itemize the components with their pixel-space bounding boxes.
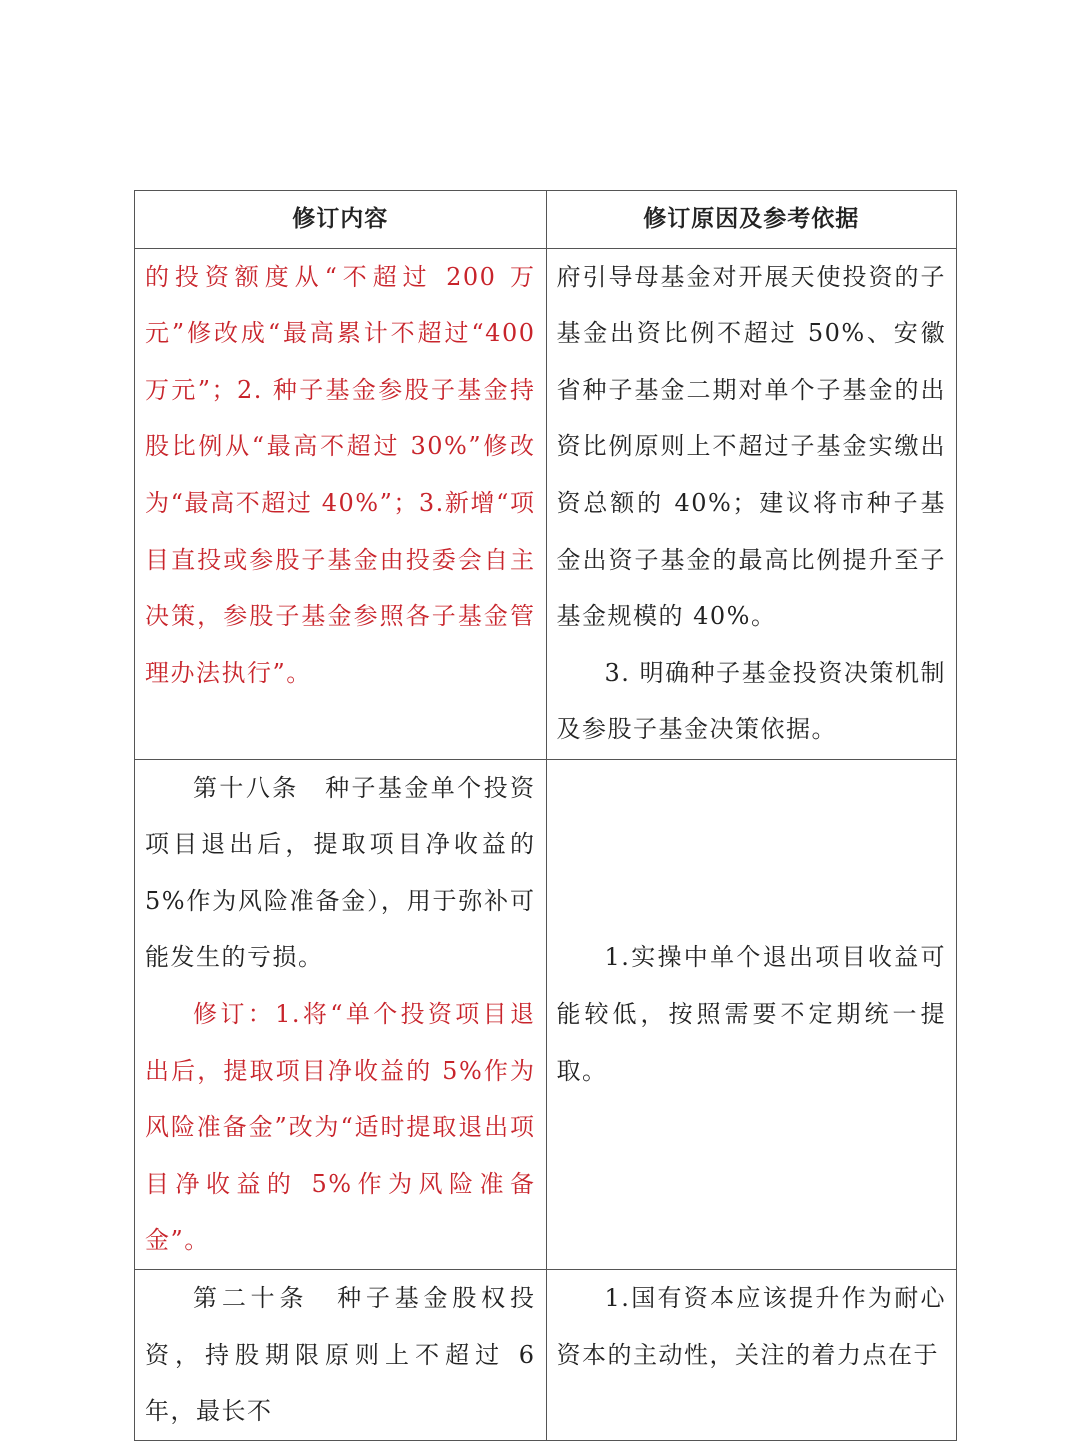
table-cell-revision [135,248,547,759]
reason-text: 3. 明确种子基金投资决策机制及参股子基金决策依据。 [556,658,946,744]
table-cell-revision [135,759,547,1269]
table-cell-reason [546,248,957,759]
reason-text: 府引导母基金对开展天使投资的子基金出资比例不超过 50%、安徽省种子基金二期对单个子基金的出资比例原则上不超过子基金实缴出资总额的 40%；建议将市种子基金出资子基金的最高比例提升至子基金规模的 40%。 [556,262,946,631]
table-cell-reason [546,1269,957,1440]
header-revision-content: 修订内容 [135,191,547,249]
article-text: 第二十条 种子基金股权投资，持股期限原则上不超过 6 年，最长不 [145,1283,536,1426]
reason-text: 1.国有资本应该提升作为耐心资本的主动性，关注的着力点在于 [556,1283,946,1369]
table-row [135,759,957,1269]
article-text: 第十八条 种子基金单个投资项目退出后，提取项目净收益的 5%作为风险准备金），用于弥补可能发生的亏损。 [145,773,536,972]
table-cell-revision [135,1269,547,1440]
reason-text: 1.实操中单个退出项目收益可能较低，按照需要不定期统一提取。 [556,943,946,1085]
table-row [135,248,957,759]
header-revision-reason: 修订原因及参考依据 [546,191,957,249]
revision-text: 修订：1.将“单个投资项目退出后，提取项目净收益的 5%作为风险准备金”改为“适时提取退出项目净收益的 5%作为风险准备金”。 [145,999,536,1255]
revision-table [134,190,957,1441]
table-row [135,1269,957,1440]
revision-text: 的投资额度从“不超过 200 万元”修改成“最高累计不超过“400 万元”；2. 种子基金参股子基金持股比例从“最高不超过 30%”修改为“最高不超过 40%”；3.新增“项目直投或参股子基金由投委会自主决策，参股子基金参照各子基金管理办法执行”。 [145,262,536,687]
table-cell-reason [546,759,957,1269]
table-header-row [135,191,957,249]
